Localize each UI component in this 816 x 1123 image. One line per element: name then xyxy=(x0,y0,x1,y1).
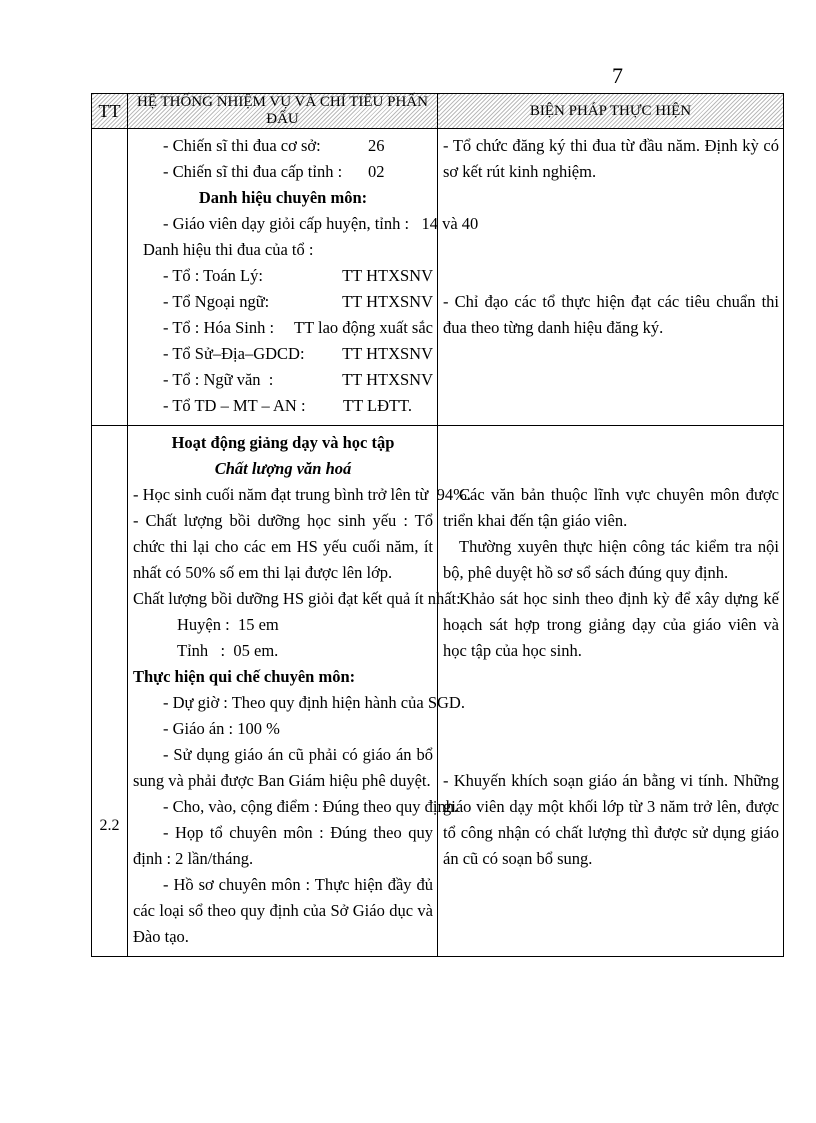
row-number: 2.2 xyxy=(99,817,120,834)
list-item: Chất lượng bồi dưỡng HS giỏi đạt kết quả ít nhất: xyxy=(133,589,461,608)
list-item: - Chất lượng bồi dưỡng học sinh yếu : Tổ chức thi lại cho các em HS yếu cuối năm, ít nhất có 50% số em thi lại được lên lớp. xyxy=(133,511,433,582)
section-subtitle: Chất lượng văn hoá xyxy=(214,459,352,478)
header-tasks: HỆ THỐNG NHIỆM VỤ VÀ CHỈ TIÊU PHẤN ĐẤU xyxy=(128,94,438,129)
measure-paragraph: Các văn bản thuộc lĩnh vực chuyên môn được triển khai đến tận giáo viên. xyxy=(443,485,779,530)
list-item: - Tổ : Toán Lý: TT HTXSNV xyxy=(163,266,433,285)
section-title: Thực hiện qui chế chuyên môn: xyxy=(133,667,356,686)
row1-tasks-cell xyxy=(128,129,479,426)
list-item: - Hồ sơ chuyên môn : Thực hiện đầy đủ các loại sổ theo quy định của Sở Giáo dục và Đào tạo. xyxy=(133,875,433,946)
measure-paragraph: - Chỉ đạo các tổ thực hiện đạt các tiêu chuẩn thi đua theo từng danh hiệu đăng ký. xyxy=(443,292,779,337)
row1-tt-cell xyxy=(92,129,128,426)
measure-paragraph: Khảo sát học sinh theo định kỳ để xây dựng kế hoạch sát hợp trong giảng dạy của giáo viên và học tập của học sinh. xyxy=(443,589,779,660)
section-title: Hoạt động giảng dạy và học tập xyxy=(171,433,395,452)
header-tt: TT xyxy=(92,94,128,129)
row1-measures-cell xyxy=(438,129,784,426)
list-item: - Họp tổ chuyên môn : Đúng theo quy định : 2 lần/tháng. xyxy=(133,823,433,868)
list-item: - Chiến sĩ thi đua cấp tỉnh : 02 xyxy=(163,162,385,181)
list-item: - Cho, vào, cộng điểm : Đúng theo quy định. xyxy=(163,797,459,816)
list-item: - Học sinh cuối năm đạt trung bình trở lên từ 94%. xyxy=(133,485,471,504)
measure-paragraph: - Tổ chức đăng ký thi đua từ đầu năm. Định kỳ có sơ kết rút kinh nghiệm. xyxy=(443,136,779,181)
row2-measures-cell xyxy=(438,426,784,957)
list-item: - Giáo án : 100 % xyxy=(163,719,280,738)
list-item: - Dự giờ : Theo quy định hiện hành của SGD. xyxy=(163,693,465,712)
section-title: Danh hiệu chuyên môn: xyxy=(198,188,368,207)
list-item: - Sử dụng giáo án cũ phải có giáo án bổ sung và phải được Ban Giám hiệu phê duyệt. xyxy=(133,745,433,790)
row2-tt-cell xyxy=(92,426,128,957)
list-item: - Giáo viên dạy giỏi cấp huyện, tỉnh : 14 và 40 xyxy=(163,214,479,233)
table-row-teaching xyxy=(92,426,784,957)
list-item: Tỉnh : 05 em. xyxy=(177,641,279,660)
list-item: - Tổ : Ngữ văn : TT HTXSNV xyxy=(163,370,433,389)
page-number: 7 xyxy=(612,63,623,88)
table-header-row xyxy=(92,94,784,129)
table-row-emulation xyxy=(92,129,784,426)
measure-paragraph: - Khuyến khích soạn giáo án bằng vi tính. Những giáo viên dạy một khối lớp từ 3 năm trở lên, được tổ công nhận có chất lượng thì được sử dụng giáo án cũ có soạn bổ sung. xyxy=(443,771,779,868)
row2-tasks-cell xyxy=(128,426,471,957)
section-subtitle: Danh hiệu thi đua của tổ : xyxy=(143,240,314,259)
header-measures: BIỆN PHÁP THỰC HIỆN xyxy=(438,94,784,129)
list-item: - Tổ Sử–Địa–GDCD: TT HTXSNV xyxy=(163,344,433,363)
list-item: - Chiến sĩ thi đua cơ sở: 26 xyxy=(163,136,385,155)
list-item: - Tổ : Hóa Sinh : TT lao động xuất sắc xyxy=(163,318,433,337)
plan-table xyxy=(91,93,784,957)
list-item: Huyện : 15 em xyxy=(177,615,279,634)
list-item: - Tổ TD – MT – AN : TT LĐTT. xyxy=(163,396,413,415)
measure-paragraph: Thường xuyên thực hiện công tác kiểm tra nội bộ, phê duyệt hồ sơ sổ sách đúng quy định. xyxy=(443,537,779,582)
list-item: - Tổ Ngoại ngữ: TT HTXSNV xyxy=(163,292,433,311)
